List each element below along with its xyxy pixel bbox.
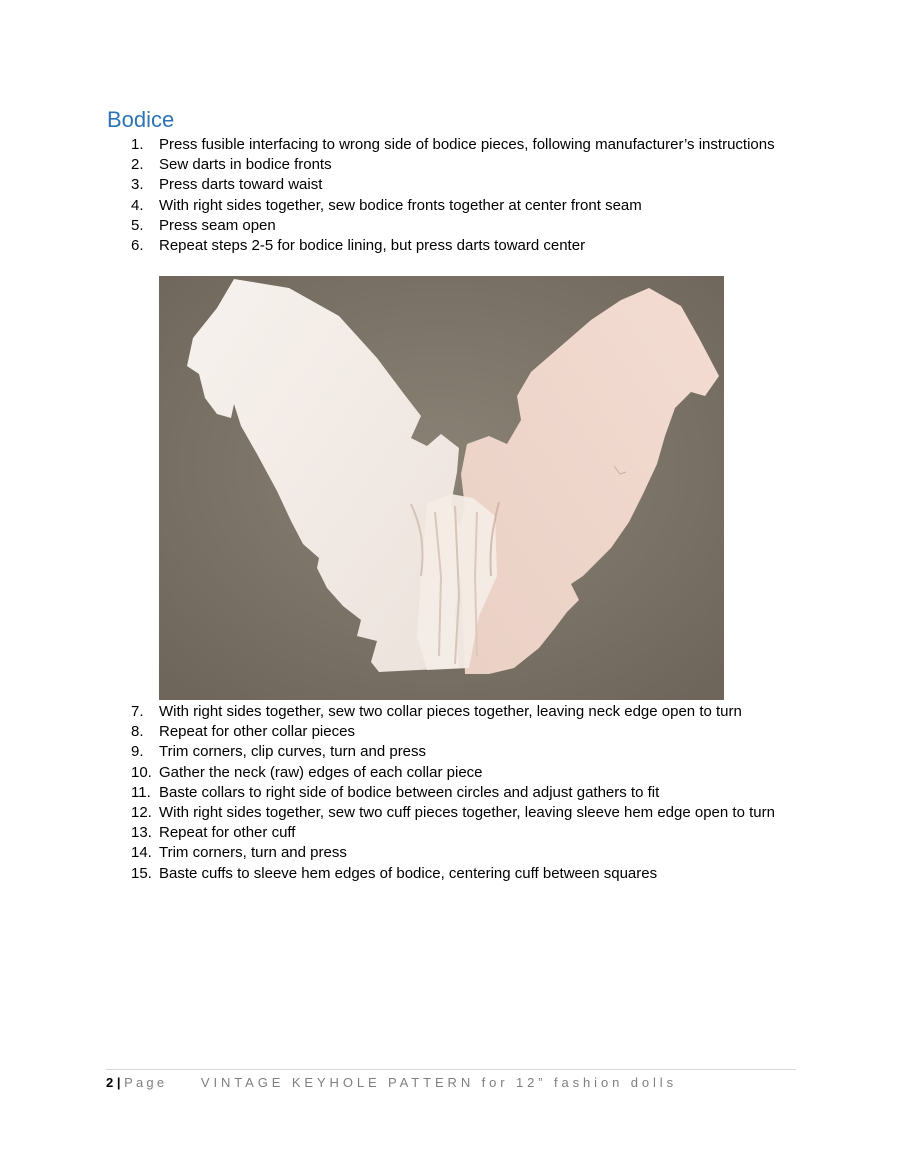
instruction-step [0, 823, 804, 843]
step-number: 5. [131, 216, 144, 234]
instruction-step [0, 135, 804, 155]
step-text: Trim corners, clip curves, turn and press [159, 743, 427, 761]
step-text: Sew darts in bodice fronts [159, 156, 332, 174]
step-text: Baste cuffs to sleeve hem edges of bodice, centering cuff between squares [159, 864, 658, 882]
section-title: Bodice [107, 107, 175, 132]
step-text: Repeat steps 2-5 for bodice lining, but press darts toward center [159, 237, 586, 255]
step-text: Repeat for other collar pieces [159, 723, 355, 741]
instruction-step [0, 175, 804, 195]
step-number: 15. [131, 864, 152, 882]
page-footer [106, 1074, 677, 1092]
bodice-photo [159, 276, 724, 700]
step-number: 10. [131, 763, 152, 781]
instruction-step [0, 742, 804, 762]
step-text: Baste collars to right side of bodice between circles and adjust gathers to fit [159, 783, 660, 801]
step-number: 6. [131, 237, 144, 255]
step-text: Trim corners, turn and press [159, 844, 347, 862]
instruction-step [0, 783, 804, 803]
instruction-step [0, 155, 804, 175]
instruction-step [0, 702, 804, 722]
step-number: 3. [131, 176, 144, 194]
step-text: Press darts toward waist [159, 176, 323, 194]
instruction-step [0, 236, 804, 256]
step-number: 11. [131, 783, 151, 801]
instruction-step [0, 196, 804, 216]
instruction-step [0, 803, 804, 823]
step-text: With right sides together, sew two cuff pieces together, leaving sleeve hem edge open to turn [159, 804, 775, 822]
step-number: 13. [131, 824, 152, 842]
step-text: With right sides together, sew bodice fronts together at center front seam [159, 196, 642, 214]
step-text: With right sides together, sew two collar pieces together, leaving neck edge open to turn [159, 703, 742, 720]
step-number: 2. [131, 156, 144, 174]
step-number: 4. [131, 196, 144, 214]
step-text: Gather the neck (raw) edges of each collar piece [159, 763, 483, 781]
instruction-step [0, 722, 804, 742]
step-number: 1. [131, 136, 144, 153]
instruction-step [0, 763, 804, 783]
page-number: 2 [106, 1075, 114, 1090]
page-label: Page [124, 1075, 168, 1090]
instruction-list-part-2 [0, 702, 900, 884]
step-number: 7. [131, 703, 144, 720]
instruction-step [0, 843, 804, 863]
footer-separator: | [116, 1075, 121, 1090]
instruction-step [0, 864, 804, 884]
step-number: 8. [131, 723, 144, 741]
step-text: Repeat for other cuff [159, 824, 296, 842]
footer-divider [106, 1069, 796, 1070]
document-title: VINTAGE KEYHOLE PATTERN for 12” fashion dolls [200, 1075, 677, 1090]
step-text: Press seam open [159, 216, 276, 234]
step-number: 14. [131, 844, 152, 862]
instruction-list-part-1 [0, 135, 900, 256]
step-number: 12. [131, 804, 152, 822]
step-number: 9. [131, 743, 144, 761]
instruction-step [0, 216, 804, 236]
step-text: Press fusible interfacing to wrong side of bodice pieces, following manufacturer’s instructions [159, 136, 775, 153]
